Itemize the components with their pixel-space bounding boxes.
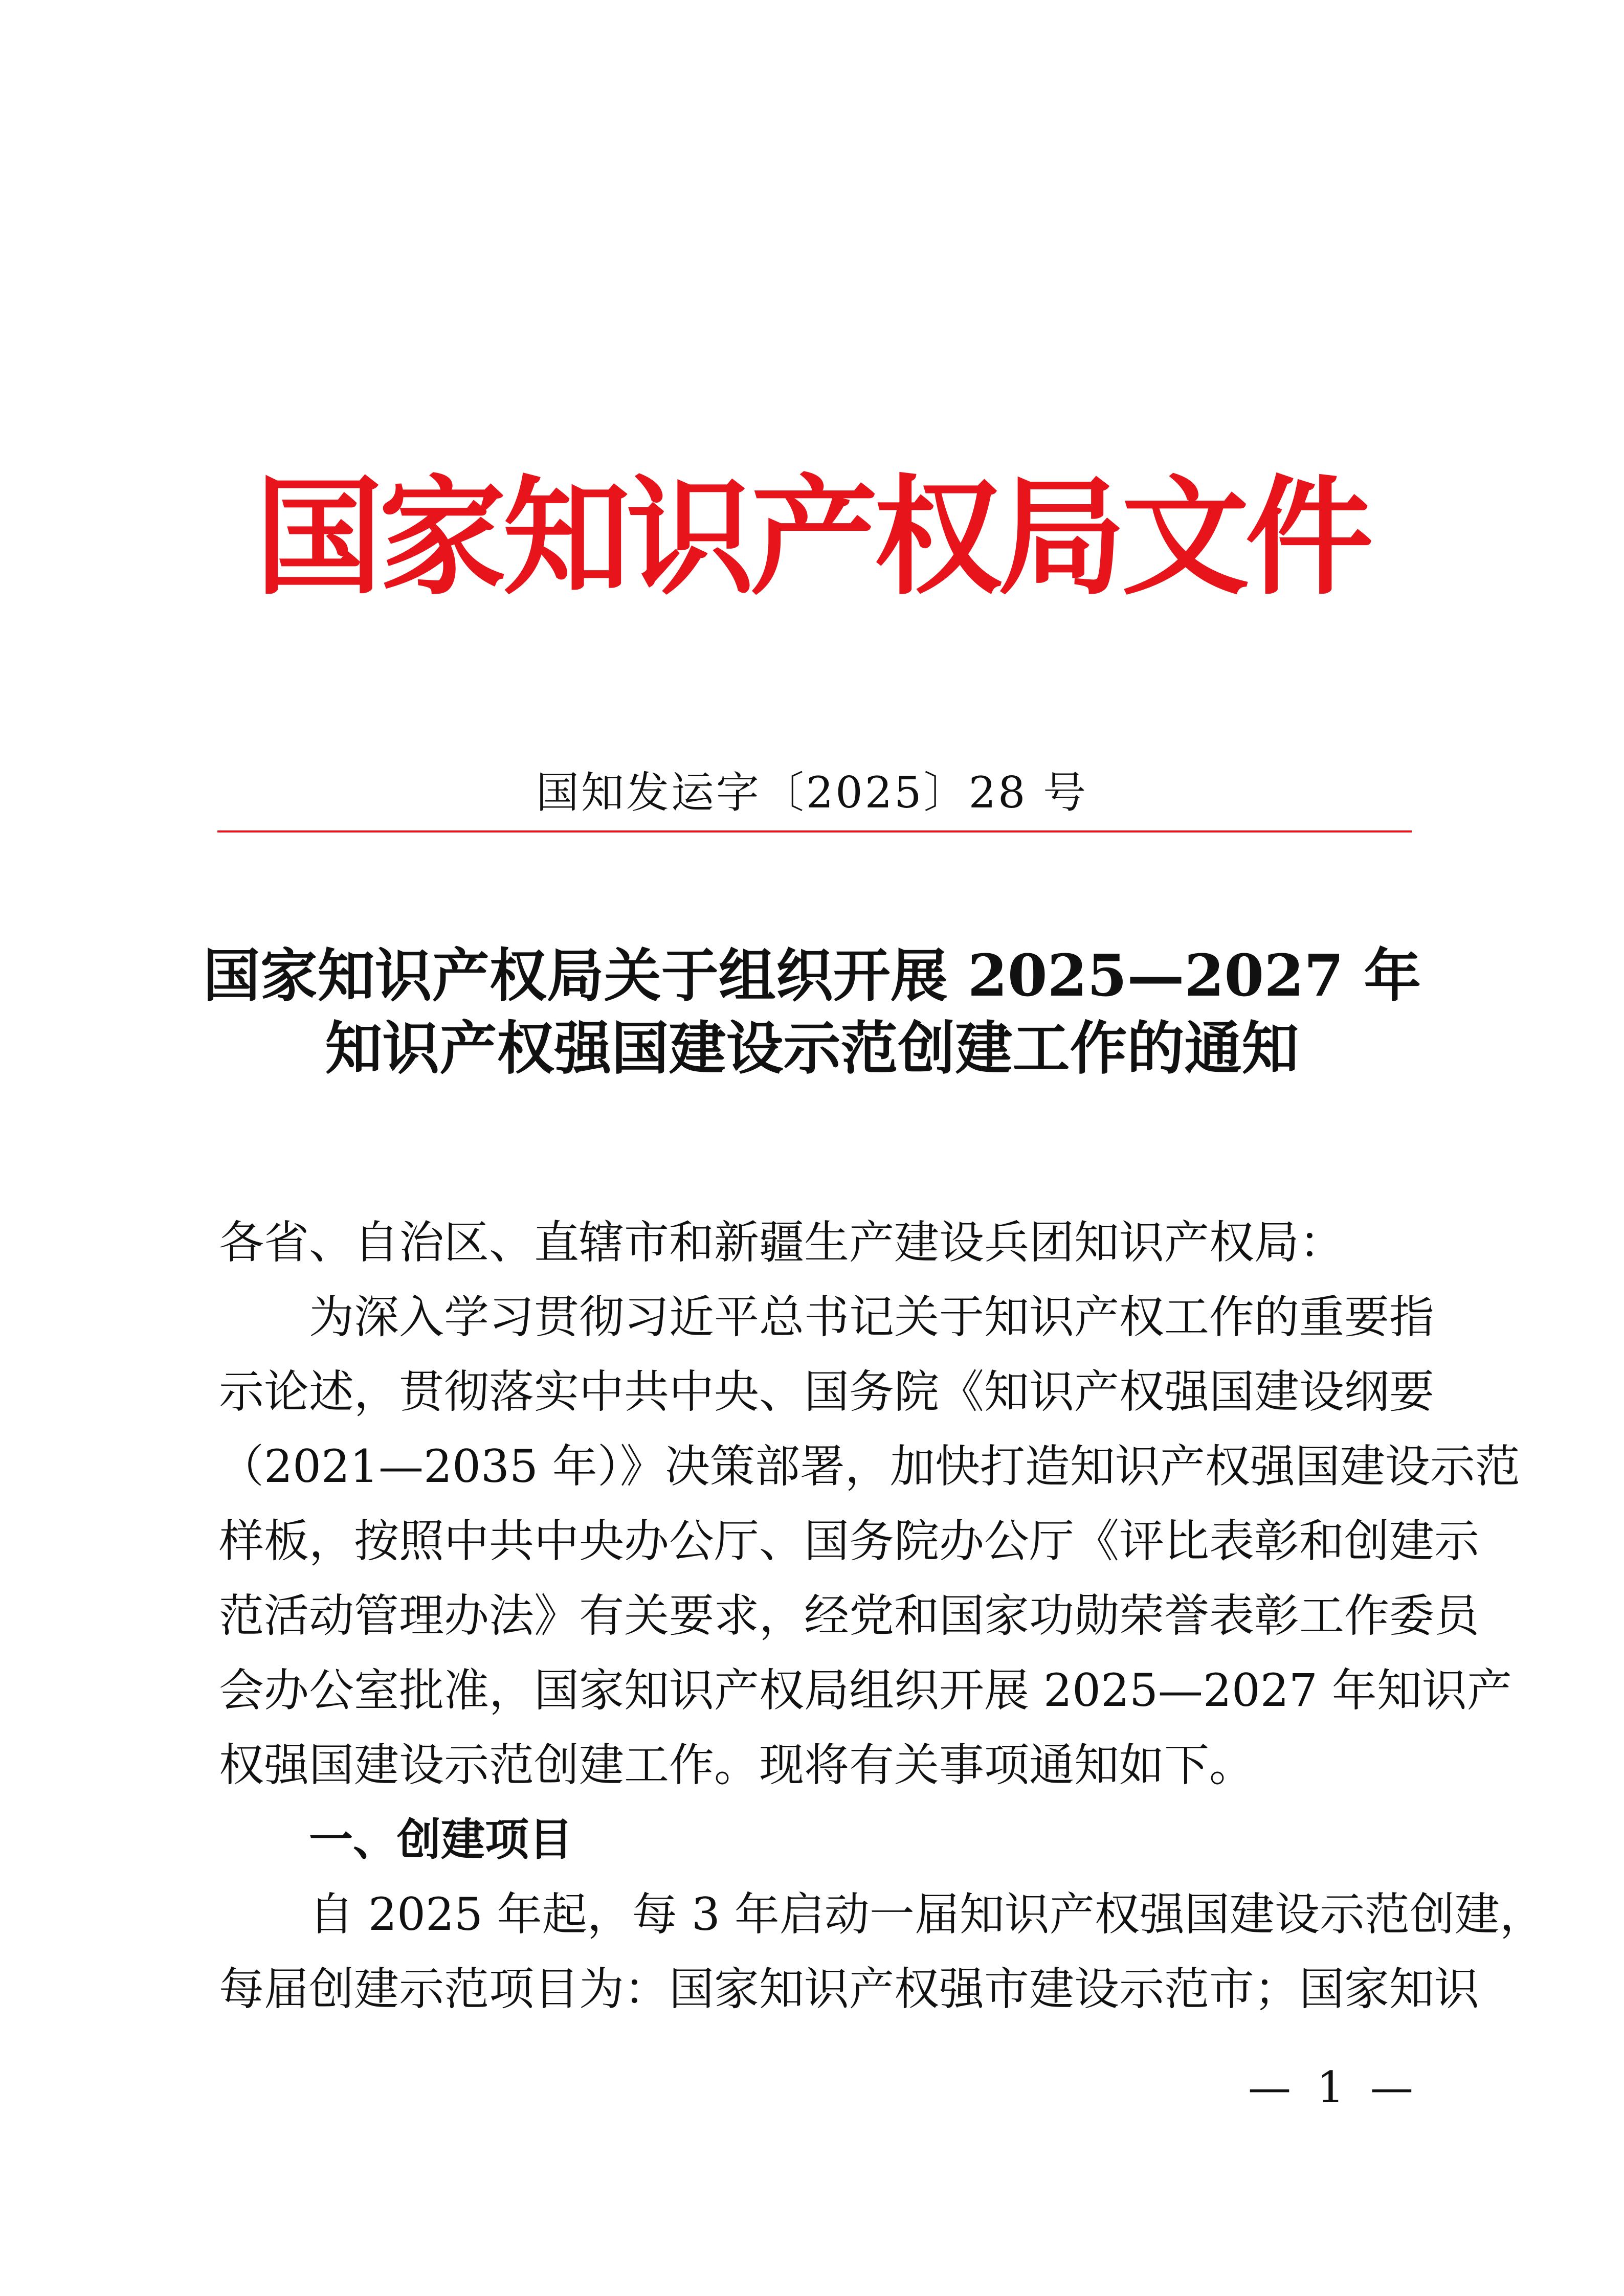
paragraph-line: 会办公室批准，国家知识产权局组织开展 2025—2027 年知识产: [219, 1664, 1512, 1717]
page-number: — 1 —: [1248, 2062, 1419, 2112]
document-title: [0, 940, 1624, 1085]
document-body: [219, 1205, 1545, 2027]
document-number: 国知发运字〔2025〕28 号: [536, 768, 1088, 818]
paragraph-line: 每届创建示范项目为：国家知识产权强市建设示范市；国家知识: [219, 1963, 1480, 2015]
salutation: 各省、自治区、直辖市和新疆生产建设兵团知识产权局：: [219, 1216, 1345, 1269]
paragraph-line: 权强国建设示范创建工作。现将有关事项通知如下。: [219, 1739, 1255, 1791]
paragraph-line: 示论述，贯彻落实中共中央、国务院《知识产权强国建设纲要: [219, 1365, 1435, 1418]
masthead: 国家知识产权局文件: [255, 462, 1369, 612]
paragraph-line: 自 2025 年起，每 3 年启动一届知识产权强国建设示范创建，: [309, 1888, 1545, 1941]
paragraph-line: 样板，按照中共中央办公厅、国务院办公厅《评比表彰和创建示: [219, 1515, 1480, 1567]
paragraph-line: 范活动管理办法》有关要求，经党和国家功勋荣誉表彰工作委员: [219, 1589, 1480, 1642]
title-line: 国家知识产权局关于组织开展 2025—2027 年: [203, 942, 1421, 1009]
section-heading: 一、创建项目: [309, 1814, 573, 1865]
title-line: 知识产权强国建设示范创建工作的通知: [325, 1015, 1299, 1082]
red-divider-rule: [217, 830, 1412, 832]
paragraph-line: 为深入学习贯彻习近平总书记关于知识产权工作的重要指: [309, 1291, 1435, 1343]
paragraph-line: （2021—2035 年）》决策部署，加快打造知识产权强国建设示范: [219, 1440, 1520, 1493]
